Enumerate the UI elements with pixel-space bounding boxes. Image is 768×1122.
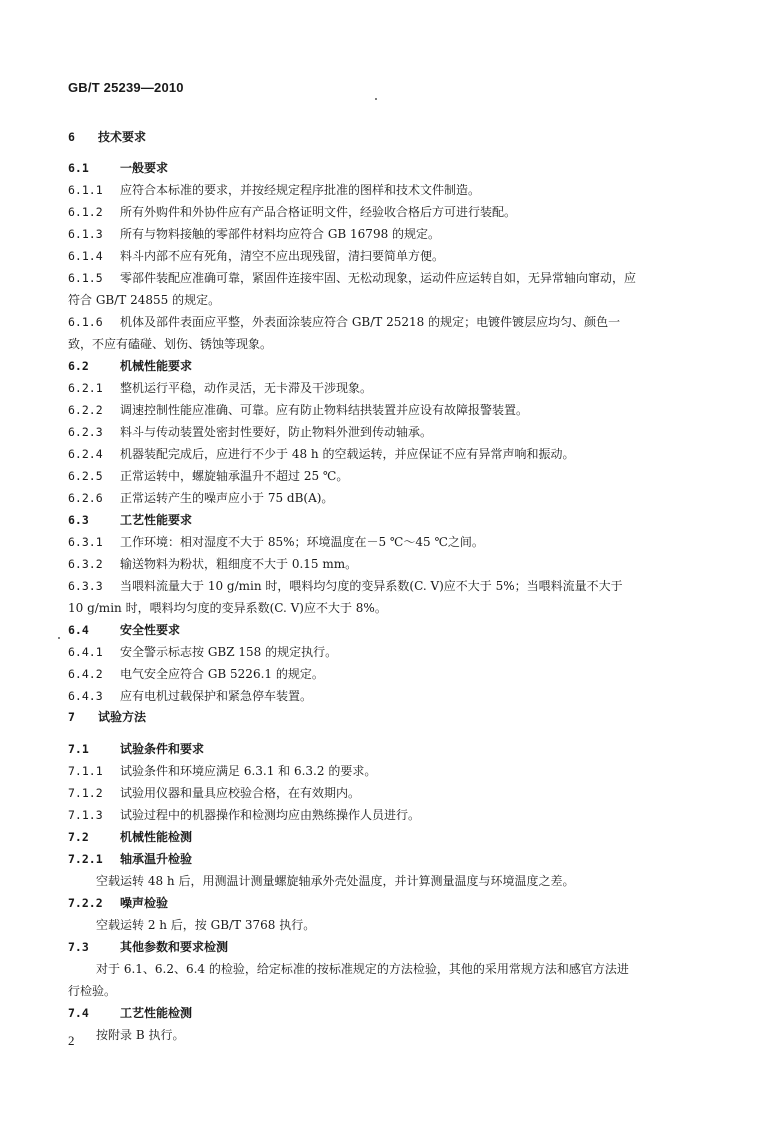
text-line <box>68 313 718 331</box>
clause-number: 6.1.1 <box>68 183 103 197</box>
clause-number: 7.3 <box>68 940 89 954</box>
clause-text: 零部件装配应准确可靠，紧固件连接牢固、无松动现象，运动件应运转自如，无异常轴向窜动，应 <box>120 271 637 285</box>
clause-number: 6.2.3 <box>68 425 103 439</box>
clause-text: 机械性能要求 <box>120 359 193 373</box>
clause-number: 6.2 <box>68 359 89 373</box>
clause-text: 机械性能检测 <box>120 830 193 844</box>
text-line <box>68 665 718 683</box>
text-line <box>68 203 718 221</box>
section-heading <box>68 357 718 375</box>
clause-number: 6.3.2 <box>68 557 103 571</box>
text-line <box>96 872 746 890</box>
text-line <box>68 269 718 287</box>
clause-text: 工艺性能要求 <box>120 513 193 527</box>
section-heading <box>68 621 718 639</box>
clause-number: 7.1.3 <box>68 808 103 822</box>
clause-number: 6.2.6 <box>68 491 103 505</box>
text-line <box>68 533 718 551</box>
clause-number: 6.4.2 <box>68 667 103 681</box>
clause-text: 噪声检验 <box>120 896 169 910</box>
text-line <box>68 577 718 595</box>
clause-number: 7 <box>68 710 75 724</box>
clause-text: 一般要求 <box>120 161 169 175</box>
clause-number: 6.3 <box>68 513 89 527</box>
chapter-heading <box>68 708 718 726</box>
clause-text: 机器装配完成后，应进行不少于 48 h 的空载运转，并应保证不应有异常声响和振动。 <box>120 447 575 461</box>
text-line <box>68 445 718 463</box>
clause-number: 6.3.3 <box>68 579 103 593</box>
text-line <box>68 291 718 309</box>
document-header: GB/T 25239—2010 <box>68 80 184 95</box>
section-heading <box>68 511 718 529</box>
clause-number: 6.1.4 <box>68 249 103 263</box>
clause-text: 调速控制性能应准确、可靠。应有防止物料结拱装置并应设有故障报警装置。 <box>120 403 529 417</box>
chapter-heading <box>68 128 718 146</box>
section-heading <box>68 894 718 912</box>
clause-number: 7.1 <box>68 742 89 756</box>
text-line <box>68 555 718 573</box>
scan-speck <box>375 98 377 100</box>
clause-text: 对于 6.1、6.2、6.4 的检验，给定标准的按标准规定的方法检验，其他的采用常规方法和感官方法进 <box>96 962 629 976</box>
clause-number: 7.2.2 <box>68 896 103 910</box>
clause-text: 料斗与传动装置处密封性要好，防止物料外泄到传动轴承。 <box>120 425 433 439</box>
clause-text: 料斗内部不应有死角，清空不应出现残留，清扫要简单方便。 <box>120 249 445 263</box>
clause-text: 其他参数和要求检测 <box>120 940 229 954</box>
clause-number: 6.1.6 <box>68 315 103 329</box>
clause-number: 6.1.5 <box>68 271 103 285</box>
clause-number: 6.4.1 <box>68 645 103 659</box>
scan-speck <box>58 637 60 639</box>
clause-number: 6.2.1 <box>68 381 103 395</box>
clause-text: 试验过程中的机器操作和检测均应由熟练操作人员进行。 <box>120 808 421 822</box>
clause-text: 所有与物料接触的零部件材料均应符合 GB 16798 的规定。 <box>120 227 441 241</box>
text-line <box>68 335 718 353</box>
clause-text: 工作环境：相对湿度不大于 85%；环境温度在－5 ℃～45 ℃之间。 <box>120 535 484 549</box>
section-heading <box>68 740 718 758</box>
clause-number: 6.2.5 <box>68 469 103 483</box>
clause-number: 6.1.3 <box>68 227 103 241</box>
clause-text: 致，不应有磕碰、划伤、锈蚀等现象。 <box>68 337 273 351</box>
clause-text: 安全警示标志按 GBZ 158 的规定执行。 <box>120 645 338 659</box>
text-line <box>68 379 718 397</box>
section-heading <box>68 828 718 846</box>
text-line <box>68 687 718 705</box>
text-line <box>68 181 718 199</box>
clause-text: 空载运转 2 h 后，按 GB/T 3768 执行。 <box>96 918 316 932</box>
clause-text: 空载运转 48 h 后，用测温计测量螺旋轴承外壳处温度，并计算测量温度与环境温度之差。 <box>96 874 575 888</box>
clause-number: 6.3.1 <box>68 535 103 549</box>
text-line <box>96 916 746 934</box>
clause-text: 应符合本标准的要求，并按经规定程序批准的图样和技术文件制造。 <box>120 183 481 197</box>
section-heading <box>68 850 718 868</box>
clause-text: 10 g/min 时，喂料均匀度的变异系数(C. V)应不大于 8%。 <box>68 601 387 615</box>
clause-text: 所有外购件和外协件应有产品合格证明文件，经验收合格后方可进行装配。 <box>120 205 517 219</box>
section-heading <box>68 1004 718 1022</box>
section-heading <box>68 159 718 177</box>
clause-number: 6.2.2 <box>68 403 103 417</box>
clause-text: 整机运行平稳，动作灵活，无卡滞及干涉现象。 <box>120 381 373 395</box>
clause-number: 6 <box>68 130 75 144</box>
clause-text: 符合 GB/T 24855 的规定。 <box>68 293 221 307</box>
clause-text: 试验用仪器和量具应校验合格，在有效期内。 <box>120 786 361 800</box>
clause-text: 输送物料为粉状，粗细度不大于 0.15 mm。 <box>120 557 358 571</box>
page-number: 2 <box>68 1033 75 1048</box>
text-line <box>68 643 718 661</box>
clause-number: 7.2.1 <box>68 852 103 866</box>
text-line <box>68 423 718 441</box>
clause-text: 试验条件和要求 <box>120 742 205 756</box>
clause-text: 工艺性能检测 <box>120 1006 193 1020</box>
clause-text: 电气安全应符合 GB 5226.1 的规定。 <box>120 667 324 681</box>
clause-text: 安全性要求 <box>120 623 181 637</box>
clause-number: 6.1.2 <box>68 205 103 219</box>
clause-text: 试验方法 <box>98 710 147 724</box>
text-line <box>68 806 718 824</box>
clause-text: 机体及部件表面应平整，外表面涂装应符合 GB/T 25218 的规定；电镀件镀层应均匀、颜色一 <box>120 315 621 329</box>
clause-text: 轴承温升检验 <box>120 852 193 866</box>
clause-text: 应有电机过载保护和紧急停车装置。 <box>120 689 313 703</box>
clause-text: 当喂料流量大于 10 g/min 时，喂料均匀度的变异系数(C. V)应不大于 5%；当喂料流量不大于 <box>120 579 623 593</box>
clause-text: 技术要求 <box>98 130 147 144</box>
text-line <box>68 401 718 419</box>
clause-text: 试验条件和环境应满足 6.3.1 和 6.3.2 的要求。 <box>120 764 377 778</box>
clause-text: 正常运转产生的噪声应小于 75 dB(A)。 <box>120 491 334 505</box>
text-line <box>68 762 718 780</box>
section-heading <box>68 938 718 956</box>
text-line <box>96 1026 746 1044</box>
text-line <box>96 960 746 978</box>
text-line <box>68 467 718 485</box>
text-line <box>68 982 718 1000</box>
clause-text: 行检验。 <box>68 984 117 998</box>
clause-number: 6.2.4 <box>68 447 103 461</box>
clause-number: 7.1.1 <box>68 764 103 778</box>
clause-number: 6.4.3 <box>68 689 103 703</box>
text-line <box>68 247 718 265</box>
text-line <box>68 784 718 802</box>
clause-text: 正常运转中，螺旋轴承温升不超过 25 ℃。 <box>120 469 349 483</box>
clause-number: 6.1 <box>68 161 89 175</box>
clause-text: 按附录 B 执行。 <box>96 1028 185 1042</box>
text-line <box>68 489 718 507</box>
text-line <box>68 225 718 243</box>
clause-number: 7.2 <box>68 830 89 844</box>
clause-number: 7.1.2 <box>68 786 103 800</box>
text-line <box>68 599 718 617</box>
clause-number: 6.4 <box>68 623 89 637</box>
clause-number: 7.4 <box>68 1006 89 1020</box>
